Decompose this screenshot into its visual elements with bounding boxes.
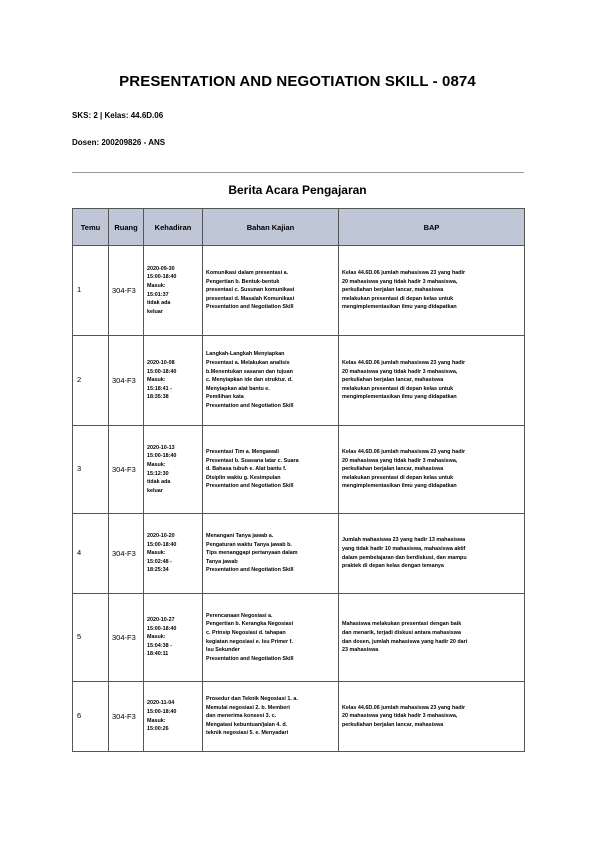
kehadiran-line: Masuk: bbox=[147, 461, 166, 468]
cell-bahan bbox=[203, 514, 339, 594]
bahan-line: Presentasi Tim a. Mengawali bbox=[206, 449, 280, 456]
sks-class-info: SKS: 2 | Kelas: 44.6D.06 bbox=[72, 111, 164, 120]
kehadiran-line: 15:00-18:40 bbox=[147, 708, 177, 715]
kehadiran-line: 18:35:38 bbox=[147, 394, 169, 401]
cell-ruang: 304-F3 bbox=[109, 682, 144, 752]
kehadiran-line: tidak ada bbox=[147, 479, 171, 486]
bahan-line: d. Bahasa tubuh e. Alat bantu f. bbox=[206, 466, 287, 473]
bap-line: mengimplementasikan ilmu yang didapatkan bbox=[342, 394, 457, 401]
table-row bbox=[73, 514, 525, 594]
kehadiran-line: 18:40:11 bbox=[147, 651, 169, 658]
kehadiran-line: 2020-09-30 bbox=[147, 265, 175, 272]
header-bap: BAP bbox=[339, 209, 525, 246]
bap-line: Kelas 44.6D.06 jumlah mahasiswa 23 yang hadir bbox=[342, 704, 466, 711]
kehadiran-line: 2020-10-13 bbox=[147, 444, 175, 451]
kehadiran-line: 2020-10-27 bbox=[147, 617, 175, 624]
bap-line: dan menarik, terjadi diskusi antara mahasiswa bbox=[342, 629, 461, 636]
bahan-line: Komunikasi dalam presentasi a. bbox=[206, 270, 289, 277]
cell-ruang: 304-F3 bbox=[109, 426, 144, 514]
cell-temu: 2 bbox=[73, 336, 109, 426]
kehadiran-line: Masuk: bbox=[147, 550, 166, 557]
bahan-line: Presentation and Negotiation Skill bbox=[206, 655, 294, 662]
bap-line: mengimplementasikan ilmu yang didapatkan bbox=[342, 483, 457, 490]
bahan-line: kegiatan negosiasi e. Isu Primer f. bbox=[206, 638, 293, 645]
bahan-line: Menyiapkan alat bantu e. bbox=[206, 385, 270, 392]
cell-bahan bbox=[203, 246, 339, 336]
bap-line: perkuliahan berjalan lancar, mahasiswa bbox=[342, 466, 444, 473]
kehadiran-line: 15:01:37 bbox=[147, 291, 169, 298]
bahan-line: presentasi c. Susunan komunikasi bbox=[206, 287, 295, 294]
bahan-line: Pengertian b. Kerangka Negosiasi bbox=[206, 621, 294, 628]
bap-line: 20 mahasiswa yang tidak hadir 3 mahasiswa, bbox=[342, 368, 458, 375]
header-ruang: Ruang bbox=[109, 209, 144, 246]
bahan-line: c. Prinsip Negosiasi d. tahapan bbox=[206, 629, 286, 636]
cell-ruang: 304-F3 bbox=[109, 246, 144, 336]
kehadiran-line: 2020-10-08 bbox=[147, 360, 175, 367]
bahan-line: dan menerima konsesi 3. c. bbox=[206, 713, 277, 720]
cell-ruang: 304-F3 bbox=[109, 336, 144, 426]
kehadiran-line: tidak ada bbox=[147, 300, 171, 307]
bahan-line: Presentation and Negotiation Skill bbox=[206, 567, 294, 574]
kehadiran-line: Masuk: bbox=[147, 634, 166, 641]
bahan-line: Isu Sekunder bbox=[206, 647, 240, 654]
bahan-line: Pengertian b. Bentuk-bentuk bbox=[206, 278, 280, 285]
cell-bap bbox=[339, 682, 525, 752]
bahan-line: Disiplin waktu g. Kesimpulan bbox=[206, 474, 281, 481]
bap-line: Kelas 44.6D.06 jumlah mahasiswa 23 yang hadir bbox=[342, 449, 466, 456]
kehadiran-line: keluar bbox=[147, 308, 163, 315]
bahan-line: Presentation and Negotiation Skill bbox=[206, 483, 294, 490]
kehadiran-line: Masuk: bbox=[147, 282, 166, 289]
bap-line: Mahasiswa melakukan presentasi dengan baik bbox=[342, 621, 462, 628]
bap-line: melakukan presentasi di depan kelas untuk bbox=[342, 385, 454, 392]
kehadiran-line: 2020-11-04 bbox=[147, 700, 175, 707]
cell-bap bbox=[339, 246, 525, 336]
cell-bap bbox=[339, 336, 525, 426]
cell-temu: 3 bbox=[73, 426, 109, 514]
kehadiran-line: 2020-10-20 bbox=[147, 533, 175, 540]
bahan-line: Menangani Tanya jawab a. bbox=[206, 533, 274, 540]
cell-kehadiran bbox=[144, 514, 203, 594]
cell-bahan bbox=[203, 682, 339, 752]
bap-line: melakukan presentasi di depan kelas untuk bbox=[342, 295, 454, 302]
cell-bahan bbox=[203, 426, 339, 514]
bahan-line: Mengatasi kebuntuan/jalan 4. d. bbox=[206, 721, 288, 728]
bap-line: perkuliahan berjalan lancar, mahasiswa bbox=[342, 287, 444, 294]
bap-line: 20 mahasiswa yang tidak hadir 3 mahasiswa, bbox=[342, 713, 458, 720]
kehadiran-line: 15:02:48 - bbox=[147, 558, 172, 565]
kehadiran-line: 15:00-18:40 bbox=[147, 274, 177, 281]
bahan-line: Presentasi b. Suasana latar c. Suara bbox=[206, 457, 299, 464]
bahan-line: b.Menentukan sasaran dan tujuan bbox=[206, 368, 293, 375]
bahan-line: Memulai negosiasi 2. b. Memberi bbox=[206, 704, 290, 711]
bap-line: dalam pembelajaran dan berdiskusi, dan mampu bbox=[342, 554, 467, 561]
bahan-line: Prosedur dan Teknik Negosiasi 1. a. bbox=[206, 696, 298, 703]
cell-kehadiran bbox=[144, 682, 203, 752]
kehadiran-line: keluar bbox=[147, 487, 163, 494]
table-row bbox=[73, 246, 525, 336]
kehadiran-line: 15:18:41 - bbox=[147, 385, 172, 392]
teaching-report-table bbox=[72, 208, 525, 752]
table-body bbox=[73, 246, 525, 752]
bap-line: Kelas 44.6D.06 jumlah mahasiswa 23 yang hadir bbox=[342, 360, 466, 367]
cell-bap bbox=[339, 594, 525, 682]
cell-bap bbox=[339, 426, 525, 514]
bap-line: perkuliahan berjalan lancar, mahasiswa bbox=[342, 377, 444, 384]
kehadiran-line: 15:04:38 - bbox=[147, 642, 172, 649]
bahan-line: Pemilihan kata bbox=[206, 394, 244, 401]
cell-bahan bbox=[203, 336, 339, 426]
course-title: PRESENTATION AND NEGOTIATION SKILL - 0874 bbox=[119, 73, 476, 90]
bap-line: Jumlah mahasiswa 23 yang hadir 13 mahasiswa bbox=[342, 537, 466, 544]
bahan-line: Tanya jawab bbox=[206, 558, 238, 565]
bahan-line: Perencanaan Negosiasi a. bbox=[206, 612, 273, 619]
kehadiran-line: 15:00-18:40 bbox=[147, 453, 177, 460]
bap-line: 20 mahasiswa yang tidak hadir 3 mahasiswa, bbox=[342, 278, 458, 285]
bahan-line: Pengaturan waktu Tanya jawab b. bbox=[206, 541, 292, 548]
bap-line: Kelas 44.6D.06 jumlah mahasiswa 23 yang hadir bbox=[342, 270, 466, 277]
kehadiran-line: Masuk: bbox=[147, 717, 166, 724]
kehadiran-line: 18:25:34 bbox=[147, 567, 169, 574]
kehadiran-line: 15:12:30 bbox=[147, 470, 169, 477]
bahan-line: Tips menanggapi pertanyaan dalam bbox=[206, 550, 298, 557]
bap-line: dan dosen, jumlah mahasiswa yang hadir 20 dari bbox=[342, 638, 468, 645]
table-row bbox=[73, 426, 525, 514]
cell-kehadiran bbox=[144, 594, 203, 682]
header-kehadiran: Kehadiran bbox=[144, 209, 203, 246]
bahan-line: c. Menyiapkan ide dan struktur. d. bbox=[206, 377, 293, 384]
kehadiran-line: 15:00-18:40 bbox=[147, 368, 177, 375]
cell-bap bbox=[339, 514, 525, 594]
kehadiran-line: 15:00-18:40 bbox=[147, 625, 177, 632]
cell-temu: 4 bbox=[73, 514, 109, 594]
bahan-line: Presentation and Negotiation Skill bbox=[206, 304, 294, 311]
kehadiran-line: 15:00:26 bbox=[147, 726, 169, 733]
table-row bbox=[73, 682, 525, 752]
bahan-line: Presentation and Negotiation Skill bbox=[206, 402, 294, 409]
table-row bbox=[73, 336, 525, 426]
header-bahan-kajian: Bahan Kajian bbox=[203, 209, 339, 246]
bap-line: perkuliahan berjalan lancar, mahasiswa bbox=[342, 721, 444, 728]
table-header-row bbox=[73, 209, 525, 246]
header-temu: Temu bbox=[73, 209, 109, 246]
bap-line: yang tidak hadir 10 mahasiswa, mahasiswa aktif bbox=[342, 545, 466, 552]
bap-line: mengimplementasikan ilmu yang didapatkan bbox=[342, 304, 457, 311]
cell-kehadiran bbox=[144, 246, 203, 336]
cell-temu: 6 bbox=[73, 682, 109, 752]
bap-line: 23 mahasiswa bbox=[342, 647, 379, 654]
cell-kehadiran bbox=[144, 426, 203, 514]
bap-line: 20 mahasiswa yang tidak hadir 3 mahasiswa, bbox=[342, 457, 458, 464]
section-title: Berita Acara Pengajaran bbox=[228, 183, 367, 197]
cell-bahan bbox=[203, 594, 339, 682]
bahan-line: presentasi d. Masalah Komunikasi bbox=[206, 295, 295, 302]
cell-ruang: 304-F3 bbox=[109, 594, 144, 682]
divider bbox=[72, 172, 524, 173]
kehadiran-line: 15:00-18:40 bbox=[147, 541, 177, 548]
bap-line: melakukan presentasi di depan kelas untuk bbox=[342, 474, 454, 481]
lecturer-info: Dosen: 200209826 - ANS bbox=[72, 138, 166, 147]
bahan-line: Langkah-Langkah Menyiapkan bbox=[206, 351, 285, 358]
cell-ruang: 304-F3 bbox=[109, 514, 144, 594]
bahan-line: teknik negosiasi 5. e. Menyadari bbox=[206, 730, 289, 737]
bap-line: praktek di depan kelas dengan temanya bbox=[342, 563, 444, 570]
cell-temu: 1 bbox=[73, 246, 109, 336]
table-row bbox=[73, 594, 525, 682]
cell-temu: 5 bbox=[73, 594, 109, 682]
cell-kehadiran bbox=[144, 336, 203, 426]
kehadiran-line: Masuk: bbox=[147, 377, 166, 384]
bahan-line: Presentasi a. Melakukan analisis bbox=[206, 360, 290, 367]
